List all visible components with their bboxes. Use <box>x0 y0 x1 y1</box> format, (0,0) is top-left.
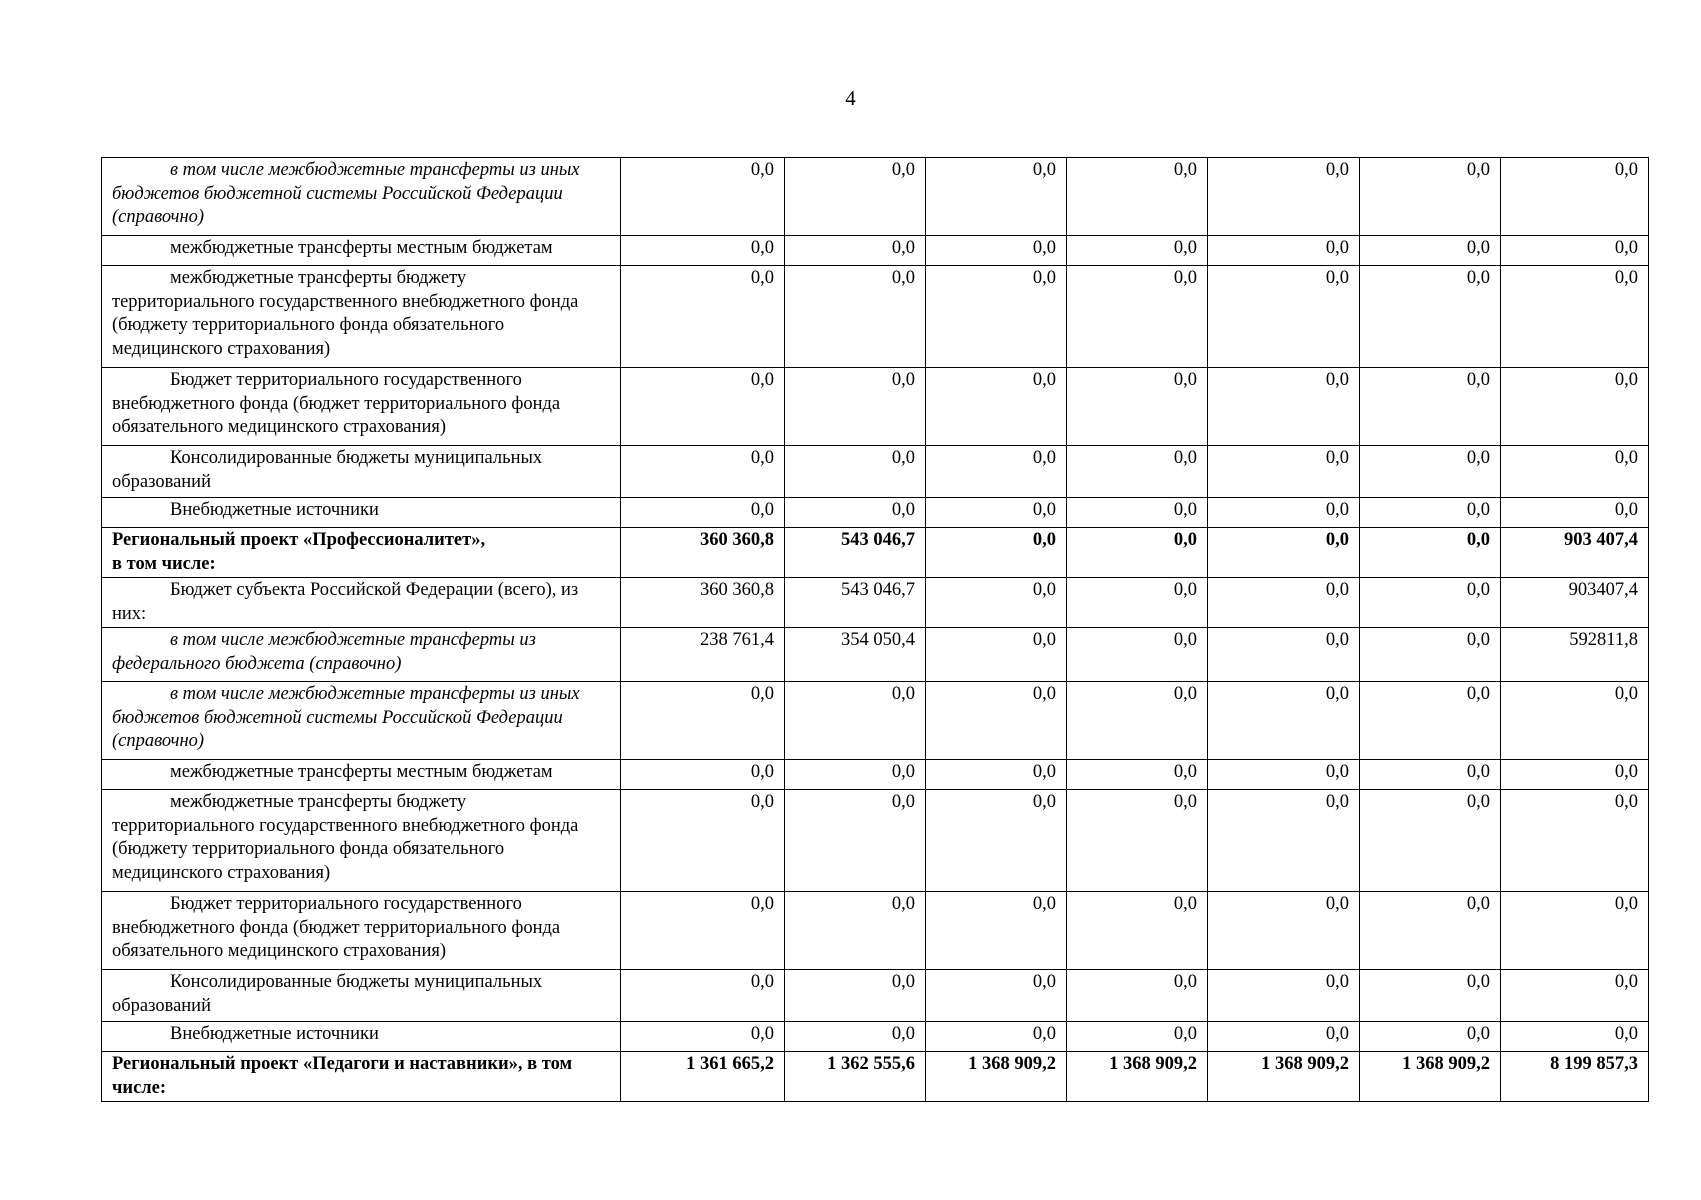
value-cell: 0,0 <box>926 760 1067 790</box>
row-label: в том числе межбюджетные трансферты из федерального бюджета (справочно) <box>112 630 536 674</box>
value-cell: 0,0 <box>1501 236 1649 266</box>
value-cell: 0,0 <box>1360 970 1501 1022</box>
value-cell: 0,0 <box>621 446 785 498</box>
value-cell: 0,0 <box>1067 368 1208 446</box>
row-label: Консолидированные бюджеты муниципальных образований <box>112 972 543 1016</box>
value-cell: 0,0 <box>926 628 1067 682</box>
row-label: Бюджет территориального государственного внебюджетного фонда (бюджет территориального фонда обязательного медицинского страхования) <box>112 894 561 961</box>
table-row <box>102 682 1649 760</box>
page-number: 4 <box>845 86 856 110</box>
value-cell: 0,0 <box>1208 266 1360 368</box>
table-row <box>102 892 1649 970</box>
value-cell: 0,0 <box>1501 970 1649 1022</box>
budget-table <box>101 157 1649 1102</box>
row-label: Внебюджетные источники <box>170 500 379 520</box>
value-cell: 0,0 <box>926 446 1067 498</box>
row-label-cell <box>102 790 621 892</box>
row-label-cell <box>102 528 621 578</box>
value-cell: 0,0 <box>1360 790 1501 892</box>
value-cell: 0,0 <box>1208 682 1360 760</box>
value-cell: 0,0 <box>785 236 926 266</box>
value-cell: 0,0 <box>1067 236 1208 266</box>
value-cell: 0,0 <box>1501 892 1649 970</box>
value-cell: 0,0 <box>785 158 926 236</box>
value-cell: 0,0 <box>1501 760 1649 790</box>
table-row <box>102 760 1649 790</box>
value-cell: 0,0 <box>1360 682 1501 760</box>
value-cell: 0,0 <box>1067 790 1208 892</box>
value-cell: 0,0 <box>1501 1022 1649 1052</box>
value-cell: 0,0 <box>1501 682 1649 760</box>
value-cell: 0,0 <box>1501 790 1649 892</box>
value-cell: 0,0 <box>621 368 785 446</box>
row-label-cell <box>102 236 621 266</box>
value-cell: 0,0 <box>1360 158 1501 236</box>
value-cell: 543 046,7 <box>785 578 926 628</box>
value-cell: 354 050,4 <box>785 628 926 682</box>
value-cell: 0,0 <box>1360 236 1501 266</box>
value-cell: 0,0 <box>621 760 785 790</box>
value-cell: 0,0 <box>621 266 785 368</box>
row-label-cell <box>102 892 621 970</box>
value-cell: 0,0 <box>1360 528 1501 578</box>
value-cell: 0,0 <box>1360 628 1501 682</box>
row-label: Бюджет субъекта Российской Федерации (всего), из них: <box>112 580 579 624</box>
value-cell: 0,0 <box>1501 266 1649 368</box>
value-cell: 0,0 <box>926 266 1067 368</box>
value-cell: 0,0 <box>621 1022 785 1052</box>
value-cell: 0,0 <box>1208 760 1360 790</box>
row-label-cell <box>102 578 621 628</box>
value-cell: 0,0 <box>926 498 1067 528</box>
value-cell: 8 199 857,3 <box>1501 1052 1649 1102</box>
value-cell: 0,0 <box>1067 528 1208 578</box>
value-cell: 0,0 <box>926 158 1067 236</box>
value-cell: 0,0 <box>785 266 926 368</box>
value-cell: 238 761,4 <box>621 628 785 682</box>
table-row <box>102 1022 1649 1052</box>
table-row <box>102 498 1649 528</box>
value-cell: 0,0 <box>926 892 1067 970</box>
row-label: межбюджетные трансферты местным бюджетам <box>170 238 553 258</box>
value-cell: 0,0 <box>1067 760 1208 790</box>
row-label-cell <box>102 1052 621 1102</box>
value-cell: 0,0 <box>1501 446 1649 498</box>
value-cell: 0,0 <box>1208 368 1360 446</box>
table-row <box>102 368 1649 446</box>
row-label: межбюджетные трансферты бюджету территориального государственного внебюджетного фонда (бюджету территориального фонда обязательного медицинского страхования) <box>112 268 579 359</box>
value-cell: 0,0 <box>1067 970 1208 1022</box>
value-cell: 0,0 <box>1360 578 1501 628</box>
value-cell: 0,0 <box>1208 628 1360 682</box>
row-label-cell <box>102 368 621 446</box>
value-cell: 0,0 <box>1208 970 1360 1022</box>
value-cell: 0,0 <box>1067 158 1208 236</box>
value-cell: 0,0 <box>621 892 785 970</box>
value-cell: 0,0 <box>926 1022 1067 1052</box>
value-cell: 0,0 <box>1208 446 1360 498</box>
value-cell: 0,0 <box>1067 1022 1208 1052</box>
value-cell: 0,0 <box>1067 628 1208 682</box>
value-cell: 543 046,7 <box>785 528 926 578</box>
value-cell: 0,0 <box>926 790 1067 892</box>
value-cell: 0,0 <box>1501 368 1649 446</box>
value-cell: 0,0 <box>1067 498 1208 528</box>
table-row <box>102 970 1649 1022</box>
table-row <box>102 158 1649 236</box>
row-label-cell <box>102 158 621 236</box>
table-row <box>102 528 1649 578</box>
value-cell: 0,0 <box>621 790 785 892</box>
value-cell: 360 360,8 <box>621 528 785 578</box>
row-label: Региональный проект «Профессионалитет», <box>112 530 486 550</box>
row-label: Консолидированные бюджеты муниципальных образований <box>112 448 543 492</box>
budget-table-body <box>102 158 1649 1102</box>
value-cell: 592811,8 <box>1501 628 1649 682</box>
value-cell: 0,0 <box>926 368 1067 446</box>
value-cell: 0,0 <box>1360 892 1501 970</box>
value-cell: 0,0 <box>785 970 926 1022</box>
value-cell: 0,0 <box>621 498 785 528</box>
value-cell: 1 368 909,2 <box>1208 1052 1360 1102</box>
row-label-cell <box>102 628 621 682</box>
value-cell: 0,0 <box>1208 236 1360 266</box>
row-label-cell <box>102 498 621 528</box>
value-cell: 0,0 <box>926 970 1067 1022</box>
row-label: Бюджет территориального государственного внебюджетного фонда (бюджет территориального фонда обязательного медицинского страхования) <box>112 370 561 437</box>
value-cell: 360 360,8 <box>621 578 785 628</box>
row-label-cell <box>102 682 621 760</box>
value-cell: 0,0 <box>1360 1022 1501 1052</box>
value-cell: 903 407,4 <box>1501 528 1649 578</box>
row-label-cell <box>102 1022 621 1052</box>
value-cell: 0,0 <box>926 528 1067 578</box>
value-cell: 0,0 <box>1501 158 1649 236</box>
value-cell: 0,0 <box>785 498 926 528</box>
value-cell: 0,0 <box>785 760 926 790</box>
row-label-cell <box>102 970 621 1022</box>
row-label-cell <box>102 760 621 790</box>
row-label: межбюджетные трансферты местным бюджетам <box>170 762 553 782</box>
table-row <box>102 790 1649 892</box>
value-cell: 0,0 <box>1501 498 1649 528</box>
value-cell: 0,0 <box>1360 446 1501 498</box>
value-cell: 1 368 909,2 <box>1360 1052 1501 1102</box>
value-cell: 0,0 <box>621 158 785 236</box>
value-cell: 0,0 <box>1360 368 1501 446</box>
row-label: в том числе межбюджетные трансферты из иных бюджетов бюджетной системы Российской Федерации (справочно) <box>112 160 580 227</box>
value-cell: 0,0 <box>1360 498 1501 528</box>
value-cell: 0,0 <box>785 368 926 446</box>
value-cell: 0,0 <box>1067 578 1208 628</box>
value-cell: 0,0 <box>1067 266 1208 368</box>
row-label: межбюджетные трансферты бюджету территориального государственного внебюджетного фонда (бюджету территориального фонда обязательного медицинского страхования) <box>112 792 579 883</box>
row-label-cell <box>102 446 621 498</box>
value-cell: 0,0 <box>785 790 926 892</box>
value-cell: 0,0 <box>1208 158 1360 236</box>
row-label: в том числе межбюджетные трансферты из иных бюджетов бюджетной системы Российской Федерации (справочно) <box>112 684 580 751</box>
value-cell: 0,0 <box>1208 892 1360 970</box>
value-cell: 903407,4 <box>1501 578 1649 628</box>
row-label-cell <box>102 266 621 368</box>
value-cell: 0,0 <box>785 682 926 760</box>
table-row <box>102 1052 1649 1102</box>
value-cell: 0,0 <box>1208 528 1360 578</box>
value-cell: 0,0 <box>1067 446 1208 498</box>
value-cell: 1 362 555,6 <box>785 1052 926 1102</box>
value-cell: 0,0 <box>1067 892 1208 970</box>
value-cell: 0,0 <box>621 682 785 760</box>
value-cell: 0,0 <box>1208 790 1360 892</box>
row-label: Внебюджетные источники <box>170 1024 379 1044</box>
table-row <box>102 578 1649 628</box>
value-cell: 1 361 665,2 <box>621 1052 785 1102</box>
value-cell: 1 368 909,2 <box>926 1052 1067 1102</box>
value-cell: 0,0 <box>1360 760 1501 790</box>
value-cell: 0,0 <box>926 236 1067 266</box>
value-cell: 0,0 <box>926 578 1067 628</box>
value-cell: 0,0 <box>1208 1022 1360 1052</box>
table-row <box>102 628 1649 682</box>
value-cell: 0,0 <box>621 970 785 1022</box>
value-cell: 0,0 <box>785 1022 926 1052</box>
value-cell: 1 368 909,2 <box>1067 1052 1208 1102</box>
table-row <box>102 266 1649 368</box>
value-cell: 0,0 <box>621 236 785 266</box>
value-cell: 0,0 <box>1208 578 1360 628</box>
table-row <box>102 236 1649 266</box>
value-cell: 0,0 <box>1208 498 1360 528</box>
value-cell: 0,0 <box>1067 682 1208 760</box>
value-cell: 0,0 <box>926 682 1067 760</box>
value-cell: 0,0 <box>1360 266 1501 368</box>
value-cell: 0,0 <box>785 892 926 970</box>
table-row <box>102 446 1649 498</box>
row-label-continuation: в том числе: <box>112 553 216 574</box>
row-label: Региональный проект «Педагоги и наставники», в том числе: <box>112 1054 573 1098</box>
value-cell: 0,0 <box>785 446 926 498</box>
